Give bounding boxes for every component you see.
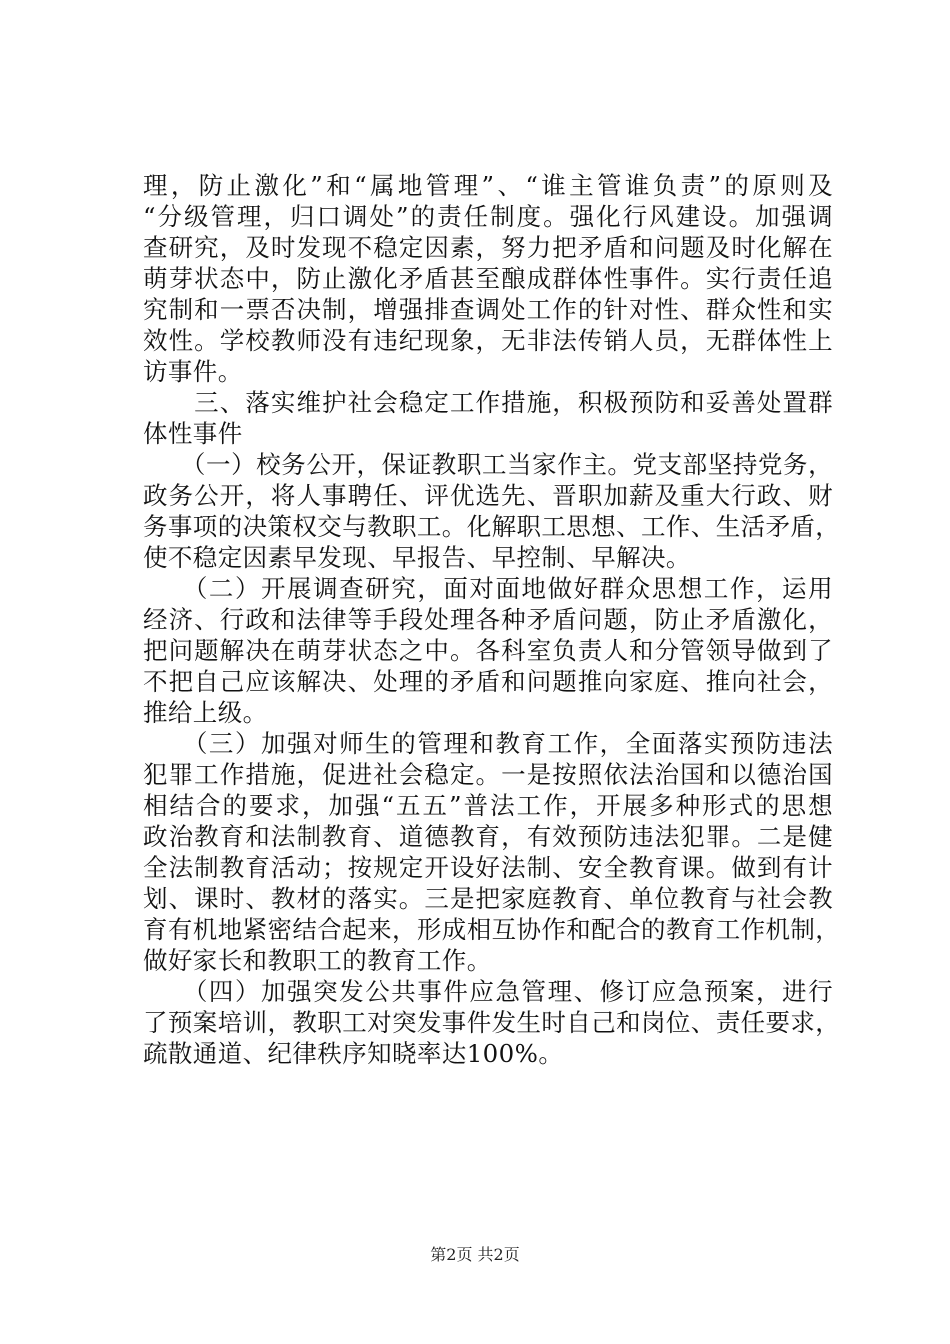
text-line: 效性。学校教师没有违纪现象，无非法传销人员，无群体性上 [143, 326, 833, 355]
text-line: 理，防止激化”和“属地管理”、“谁主管谁负责”的原则及 [143, 171, 833, 200]
text-line: 政治教育和法制教育、道德教育，有效预防违法犯罪。二是健 [143, 822, 833, 851]
text-line: 相结合的要求，加强“五五”普法工作，开展多种形式的思想 [143, 791, 833, 820]
text-line: 究制和一票否决制，增强排查调处工作的针对性、群众性和实 [143, 295, 833, 324]
text-line: 政务公开，将人事聘任、评优选先、晋职加薪及重大行政、财 [143, 481, 833, 510]
text-line: 不把自己应该解决、处理的矛盾和问题推向家庭、推向社会， [143, 667, 833, 696]
text-line: 三、落实维护社会稳定工作措施，积极预防和妥善处置群 [143, 388, 833, 417]
text-line: 疏散通道、纪律秩序知晓率达100%。 [143, 1039, 564, 1068]
text-line: 经济、行政和法律等手段处理各种矛盾问题，防止矛盾激化， [143, 605, 833, 634]
text-line: 把问题解决在萌芽状态之中。各科室负责人和分管领导做到了 [143, 636, 833, 665]
body-text [143, 170, 841, 1069]
text-line: 推给上级。 [143, 698, 268, 727]
text-line: （三）加强对师生的管理和教育工作，全面落实预防违法 [143, 729, 833, 758]
text-line: 体性事件 [143, 419, 243, 448]
text-line: “分级管理，归口调处”的责任制度。强化行风建设。加强调 [143, 202, 833, 231]
text-line: （四）加强突发公共事件应急管理、修订应急预案，进行 [143, 977, 833, 1006]
text-line: 了预案培训，教职工对突发事件发生时自己和岗位、责任要求， [143, 1008, 841, 1037]
text-line: （一）校务公开，保证教职工当家作主。党支部坚持党务， [143, 450, 833, 479]
text-line: （二）开展调查研究，面对面地做好群众思想工作，运用 [143, 574, 833, 603]
text-line: 做好家长和教职工的教育工作。 [143, 946, 492, 975]
text-line: 划、课时、教材的落实。三是把家庭教育、单位教育与社会教 [143, 884, 833, 913]
text-line: 育有机地紧密结合起来，形成相互协作和配合的教育工作机制， [143, 915, 841, 944]
text-line: 务事项的决策权交与教职工。化解职工思想、工作、生活矛盾， [143, 512, 841, 541]
text-line: 全法制教育活动；按规定开设好法制、安全教育课。做到有计 [143, 853, 833, 882]
page-footer: 第2页 共2页 [430, 1245, 520, 1264]
text-line: 访事件。 [143, 357, 243, 386]
text-line: 犯罪工作措施，促进社会稳定。一是按照依法治国和以德治国 [143, 760, 833, 789]
text-line: 使不稳定因素早发现、早报告、早控制、早解决。 [143, 543, 691, 572]
text-line: 萌芽状态中，防止激化矛盾甚至酿成群体性事件。实行责任追 [143, 264, 833, 293]
text-line: 查研究，及时发现不稳定因素，努力把矛盾和问题及时化解在 [143, 233, 833, 262]
